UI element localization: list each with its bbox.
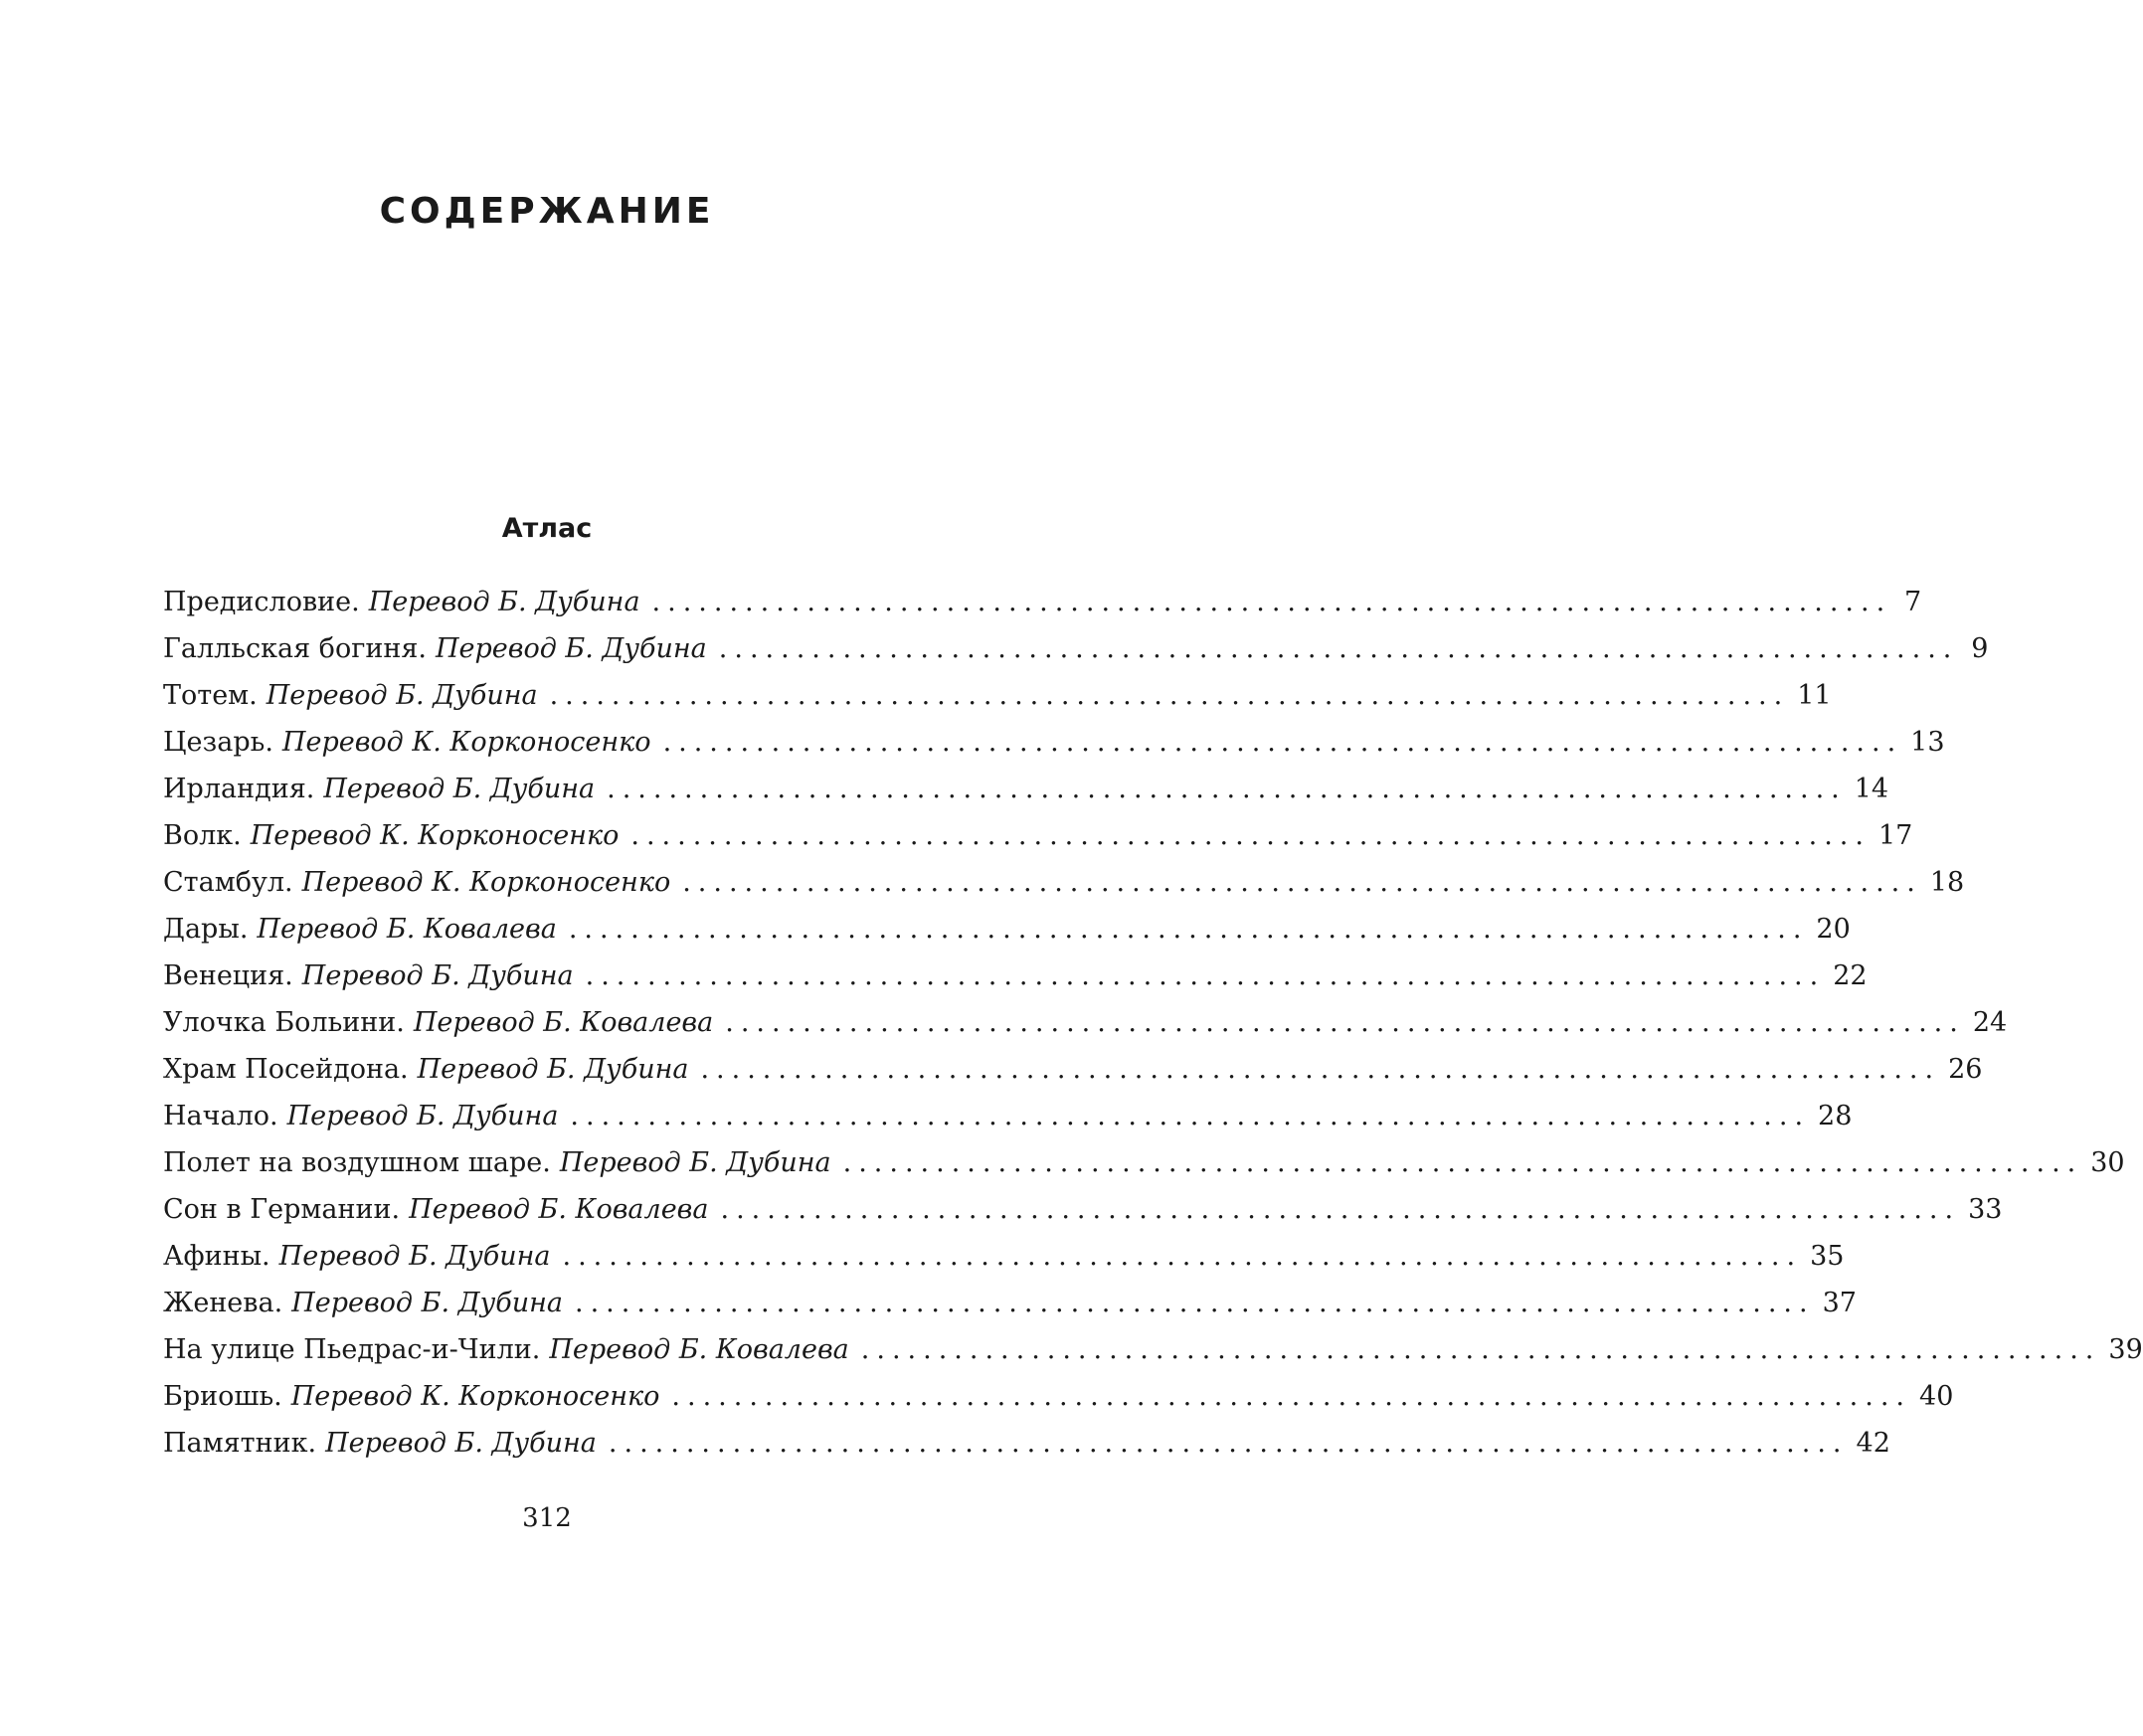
toc-entry — [163, 633, 1989, 680]
toc-entry-title: Цезарь. — [163, 727, 273, 758]
toc-entry — [163, 867, 1965, 914]
toc-entry-title: Тотем. — [163, 680, 258, 711]
toc-leader-dots: ................................................................................ — [860, 1334, 2101, 1365]
toc-entry — [163, 1054, 1983, 1101]
toc-entry-page: 13 — [1910, 727, 1945, 758]
toc-entry-translator: Перевод К. Корконосенко — [290, 1381, 660, 1412]
toc-entry-page: 17 — [1877, 820, 1913, 851]
toc-leader-dots: ................................................................................ — [671, 1381, 1912, 1412]
toc-entry-translator: Перевод Б. Ковалева — [257, 914, 557, 945]
toc-entry-title: Полет на воздушном шаре. — [163, 1147, 551, 1178]
toc-leader-dots: ................................................................................ — [549, 680, 1790, 711]
toc-entry — [163, 680, 1832, 727]
toc-entry-translator: Перевод Б. Дубина — [278, 1241, 551, 1272]
toc-entry-page: 11 — [1797, 680, 1832, 711]
toc-entry-translator: Перевод Б. Дубина — [325, 1428, 597, 1459]
toc-entry — [163, 1147, 2125, 1194]
toc-entry-translator: Перевод Б. Дубина — [286, 1101, 559, 1131]
toc-entry-page: 22 — [1833, 960, 1868, 991]
toc-entry — [163, 1194, 2003, 1241]
toc-leader-dots: ................................................................................ — [682, 867, 1922, 898]
toc-leader-dots: ................................................................................ — [607, 774, 1847, 804]
toc-entry-title: Начало. — [163, 1101, 278, 1131]
toc-entry — [163, 587, 1922, 633]
toc-leader-dots: ................................................................................ — [585, 960, 1826, 991]
toc-leader-dots: ................................................................................ — [718, 633, 1959, 664]
toc-entry-translator: Перевод Б. Дубина — [301, 960, 574, 991]
toc-entry — [163, 1241, 1845, 1288]
section-title: Атлас — [501, 513, 593, 544]
toc-entry-translator: Перевод Б. Дубина — [417, 1054, 689, 1085]
toc-entry-title: Венеция. — [163, 960, 293, 991]
toc-leader-dots: ................................................................................ — [630, 820, 1871, 851]
toc-entry-page: 33 — [1968, 1194, 2003, 1225]
toc-entry-title: Улочка Больини. — [163, 1007, 405, 1038]
toc-entry-title: Предисловие. — [163, 587, 360, 617]
toc-entry-translator: Перевод Б. Дубина — [435, 633, 707, 664]
toc-entry-translator: Перевод Б. Ковалева — [549, 1334, 849, 1365]
toc-entry-page: 24 — [1972, 1007, 2008, 1038]
page-title: СОДЕРЖАНИЕ — [379, 191, 715, 232]
toc-entry — [163, 1101, 1853, 1147]
toc-entry-translator: Перевод Б. Дубина — [323, 774, 596, 804]
toc-entry-title: Галльская богиня. — [163, 633, 427, 664]
toc-entry-page: 20 — [1816, 914, 1851, 945]
toc-leader-dots: ................................................................................ — [700, 1054, 1941, 1085]
toc-entry-translator: Перевод Б. Ковалева — [413, 1007, 714, 1038]
toc-entry-translator: Перевод Б. Дубина — [368, 587, 640, 617]
toc-entry — [163, 1007, 2008, 1054]
toc-entry — [163, 1288, 1857, 1334]
toc-entry-page: 7 — [1903, 587, 1922, 617]
toc-entry-page: 28 — [1818, 1101, 1853, 1131]
toc-entry-page: 37 — [1822, 1288, 1857, 1318]
toc-leader-dots: ................................................................................ — [570, 1101, 1811, 1131]
toc-entry-page: 42 — [1856, 1428, 1890, 1459]
toc-entry-page: 39 — [2108, 1334, 2143, 1365]
toc-entry-translator: Перевод Б. Дубина — [291, 1288, 563, 1318]
toc-entry-page: 30 — [2090, 1147, 2125, 1178]
toc-entry-title: Стамбул. — [163, 867, 293, 898]
toc-entry-translator: Перевод К. Корконосенко — [250, 820, 620, 851]
toc-entry-translator: Перевод К. Корконосенко — [301, 867, 671, 898]
toc-entry — [163, 1334, 2143, 1381]
toc-entry-translator: Перевод К. Корконосенко — [281, 727, 651, 758]
toc-entry-page: 26 — [1948, 1054, 1983, 1085]
toc-entry — [163, 1428, 1890, 1475]
toc-entry — [163, 774, 1889, 820]
toc-leader-dots: ................................................................................ — [662, 727, 1903, 758]
toc-leader-dots: ................................................................................ — [562, 1241, 1803, 1272]
toc-entry-title: Афины. — [163, 1241, 270, 1272]
toc-leader-dots: ................................................................................ — [842, 1147, 2083, 1178]
toc-leader-dots: ................................................................................ — [720, 1194, 1961, 1225]
toc-entry — [163, 1381, 1954, 1428]
toc-entry-title: На улице Пьедрас-и-Чили. — [163, 1334, 541, 1365]
toc-entry-title: Волк. — [163, 820, 242, 851]
table-of-contents — [163, 587, 2143, 1475]
toc-leader-dots: ................................................................................ — [725, 1007, 1965, 1038]
toc-entry-translator: Перевод Б. Ковалева — [409, 1194, 709, 1225]
toc-leader-dots: ................................................................................ — [651, 587, 1892, 617]
toc-entry-page: 35 — [1810, 1241, 1845, 1272]
toc-entry — [163, 727, 1945, 774]
toc-entry — [163, 820, 1913, 867]
toc-leader-dots: ................................................................................ — [608, 1428, 1849, 1459]
toc-entry-title: Сон в Германии. — [163, 1194, 401, 1225]
toc-entry-title: Памятник. — [163, 1428, 317, 1459]
toc-entry-page: 14 — [1854, 774, 1889, 804]
toc-entry-translator: Перевод Б. Дубина — [266, 680, 538, 711]
toc-entry-title: Дары. — [163, 914, 249, 945]
toc-entry-title: Женева. — [163, 1288, 283, 1318]
page-number: 312 — [522, 1503, 572, 1533]
toc-entry-page: 40 — [1919, 1381, 1954, 1412]
toc-leader-dots: ................................................................................ — [575, 1288, 1815, 1318]
toc-entry-translator: Перевод Б. Дубина — [559, 1147, 831, 1178]
toc-entry — [163, 960, 1868, 1007]
toc-entry-page: 9 — [1971, 633, 1989, 664]
toc-entry — [163, 914, 1851, 960]
toc-entry-title: Ирландия. — [163, 774, 315, 804]
toc-entry-page: 18 — [1929, 867, 1965, 898]
toc-entry-title: Бриошь. — [163, 1381, 282, 1412]
toc-leader-dots: ................................................................................ — [568, 914, 1809, 945]
toc-entry-title: Храм Посейдона. — [163, 1054, 409, 1085]
